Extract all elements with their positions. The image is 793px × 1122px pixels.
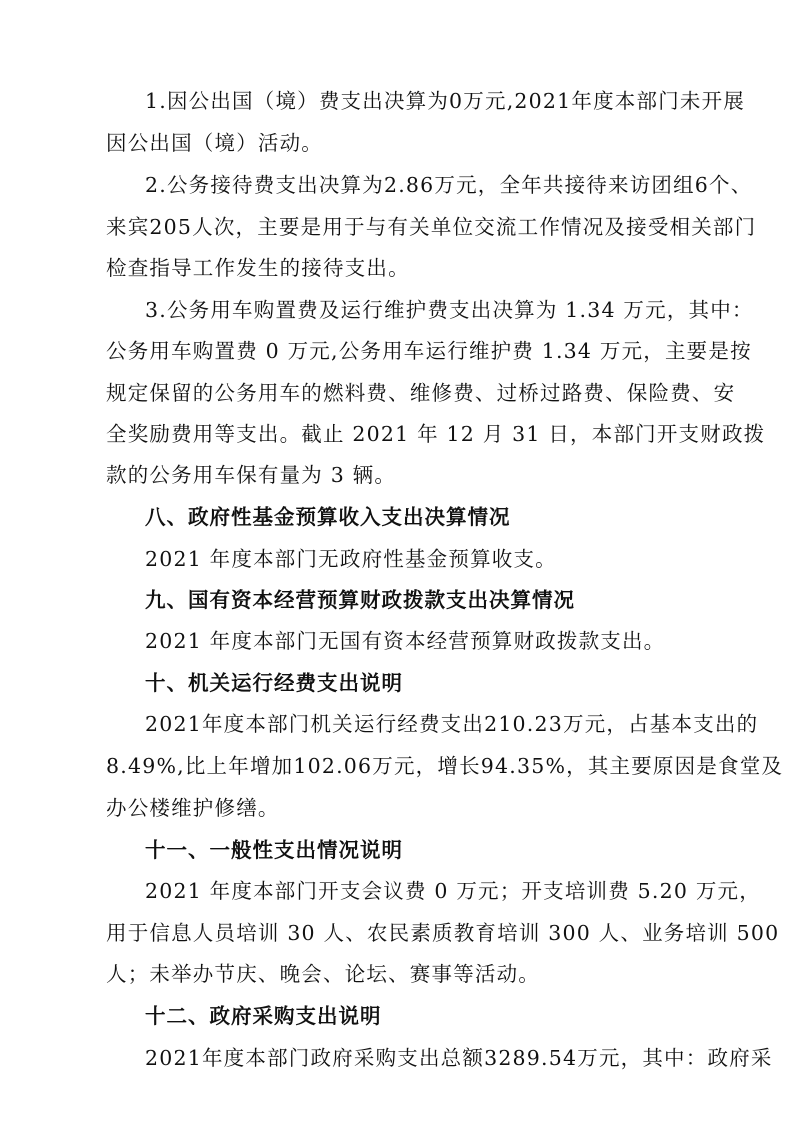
paragraph-line: 3.公务用车购置费及运行维护费支出决算为 1.34 万元，其中： (145, 298, 754, 322)
paragraph-line: 2021 年度本部门无国有资本经营预算财政拨款支出。 (145, 629, 666, 653)
paragraph-line: 2021年度本部门机关运行经费支出210.23万元，占基本支出的 (145, 712, 759, 736)
paragraph-line: 因公出国（境）活动。 (106, 131, 323, 155)
paragraph-line: 款的公务用车保有量为 3 辆。 (106, 463, 397, 487)
section-heading: 九、国有资本经营预算财政拨款支出决算情况 (145, 588, 575, 612)
paragraph-line: 2021年度本部门政府采购支出总额3289.54万元，其中：政府采 (145, 1046, 773, 1070)
paragraph-line: 来宾205人次，主要是用于与有关单位交流工作情况及接受相关部门 (106, 215, 757, 239)
paragraph-line: 全奖励费用等支出。截止 2021 年 12 月 31 日，本部门开支财政拨 (106, 422, 766, 446)
paragraph-line: 2021 年度本部门无政府性基金预算收支。 (145, 547, 557, 571)
section-heading: 十、机关运行经费支出说明 (145, 671, 403, 695)
paragraph-line: 办公楼维护修缮。 (106, 796, 280, 820)
paragraph-line: 1.因公出国（境）费支出决算为0万元,2021年度本部门未开展 (145, 89, 745, 113)
paragraph-line: 人；未举办节庆、晚会、论坛、赛事等活动。 (106, 962, 540, 986)
paragraph-line: 2021 年度本部门开支会议费 0 万元；开支培训费 5.20 万元， (145, 879, 761, 903)
paragraph-line: 公务用车购置费 0 万元,公务用车运行维护费 1.34 万元，主要是按 (106, 339, 752, 363)
section-heading: 十一、一般性支出情况说明 (145, 838, 403, 862)
paragraph-line: 8.49%,比上年增加102.06万元，增长94.35%，其主要原因是食堂及 (106, 754, 784, 778)
paragraph-line: 检查指导工作发生的接待支出。 (106, 256, 410, 280)
paragraph-line: 用于信息人员培训 30 人、农民素质教育培训 300 人、业务培训 500 (106, 921, 780, 945)
paragraph-line: 规定保留的公务用车的燃料费、维修费、过桥过路费、保险费、安 (106, 381, 736, 405)
section-heading: 十二、政府采购支出说明 (145, 1004, 382, 1028)
paragraph-line: 2.公务接待费支出决算为2.86万元，全年共接待来访团组6个、 (145, 173, 753, 197)
section-heading: 八、政府性基金预算收入支出决算情况 (145, 505, 511, 529)
